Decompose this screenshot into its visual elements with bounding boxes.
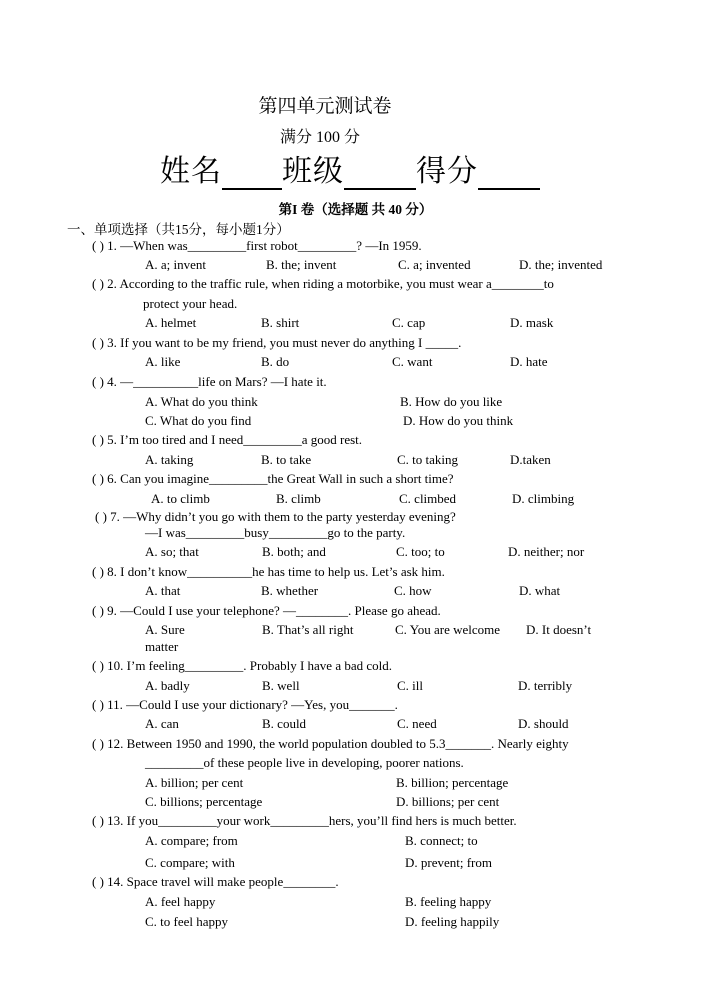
option-a[interactable]: A. Sure xyxy=(145,622,185,637)
option-d[interactable]: D. billions; per cent xyxy=(396,794,500,809)
option-d[interactable]: D. what xyxy=(519,583,561,598)
option-b[interactable]: B. do xyxy=(261,354,290,369)
option-b[interactable]: B. shirt xyxy=(261,315,300,330)
option-c[interactable]: C. need xyxy=(397,716,437,731)
option-a[interactable]: A. can xyxy=(145,716,179,731)
option-a[interactable]: A. What do you think xyxy=(145,394,258,409)
option-d-cont: matter xyxy=(145,639,179,654)
option-a[interactable]: A. a; invent xyxy=(145,257,207,272)
option-c[interactable]: C. cap xyxy=(392,315,426,330)
option-b[interactable]: B. billion; percentage xyxy=(396,775,509,790)
option-c[interactable]: C. What do you find xyxy=(145,413,252,428)
option-c[interactable]: C. ill xyxy=(397,678,424,693)
option-a[interactable]: A. feel happy xyxy=(145,894,216,909)
option-c[interactable]: C. how xyxy=(394,583,432,598)
question-text-cont: —I was_________busy_________go to the party. xyxy=(145,525,406,540)
option-c[interactable]: C. climbed xyxy=(399,491,457,506)
option-a[interactable]: A. so; that xyxy=(145,544,199,559)
student-info-row xyxy=(160,146,540,190)
question-text: ( ) 1. —When was_________first robot_________? —In 1959. xyxy=(92,238,422,253)
question-text: ( ) 4. —__________life on Mars? —I hate it. xyxy=(92,374,327,389)
question-text: ( ) 8. I don’t know__________he has time to help us. Let’s ask him. xyxy=(92,564,445,579)
option-b[interactable]: B. How do you like xyxy=(400,394,503,409)
option-c[interactable]: C. billions; percentage xyxy=(145,794,263,809)
option-d[interactable]: D. It doesn’t xyxy=(526,622,592,637)
score-blank[interactable] xyxy=(478,156,540,190)
option-b[interactable]: B. climb xyxy=(276,491,321,506)
question-text: ( ) 7. —Why didn’t you go with them to the party yesterday evening? xyxy=(95,509,456,524)
option-d[interactable]: D. climbing xyxy=(512,491,575,506)
score-label: 得分 xyxy=(416,155,478,188)
option-d[interactable]: D. prevent; from xyxy=(405,855,493,870)
question-text: ( ) 11. —Could I use your dictionary? —Yes, you_______. xyxy=(92,697,398,712)
option-a[interactable]: A. helmet xyxy=(145,315,197,330)
question-text: ( ) 6. Can you imagine_________the Great Wall in such a short time? xyxy=(92,471,454,486)
question-text-cont: _________of these people live in developing, poorer nations. xyxy=(145,755,464,770)
option-d[interactable]: D. hate xyxy=(510,354,548,369)
option-d[interactable]: D. should xyxy=(518,716,569,731)
option-a[interactable]: A. like xyxy=(145,354,181,369)
option-a[interactable]: A. taking xyxy=(145,452,194,467)
question-text: ( ) 3. If you want to be my friend, you must never do anything I _____. xyxy=(92,335,462,350)
class-blank[interactable] xyxy=(344,156,416,190)
question-text: ( ) 5. I’m too tired and I need_________a good rest. xyxy=(92,432,363,447)
name-label: 姓名 xyxy=(160,155,222,188)
question-text: ( ) 12. Between 1950 and 1990, the world population doubled to 5.3_______. Nearly eighty xyxy=(92,736,569,751)
class-label: 班级 xyxy=(282,155,344,188)
section-heading: 一、单项选择（共15分，每小题1分） xyxy=(67,222,290,237)
option-a[interactable]: A. badly xyxy=(145,678,190,693)
option-d[interactable]: D.taken xyxy=(510,452,551,467)
option-b[interactable]: B. well xyxy=(262,678,300,693)
option-c[interactable]: C. too; to xyxy=(396,544,445,559)
question-text: ( ) 13. If you_________your work_________hers, you’ll find hers is much better. xyxy=(92,813,517,828)
option-b[interactable]: B. connect; to xyxy=(405,833,478,848)
option-a[interactable]: A. to climb xyxy=(151,491,210,506)
option-c[interactable]: C. You are welcome xyxy=(395,622,501,637)
page-title: 第四单元测试卷 xyxy=(258,96,392,117)
full-score: 满分 100 分 xyxy=(279,129,360,146)
option-c[interactable]: C. to taking xyxy=(397,452,459,467)
option-d[interactable]: D. feeling happily xyxy=(405,914,500,929)
option-d[interactable]: D. neither; nor xyxy=(508,544,585,559)
option-c[interactable]: C. want xyxy=(392,354,433,369)
option-d[interactable]: D. How do you think xyxy=(403,413,514,428)
option-b[interactable]: B. whether xyxy=(261,583,319,598)
name-blank[interactable] xyxy=(222,156,282,190)
option-b[interactable]: B. feeling happy xyxy=(405,894,492,909)
option-b[interactable]: B. to take xyxy=(261,452,312,467)
option-a[interactable]: A. billion; per cent xyxy=(145,775,244,790)
option-b[interactable]: B. That’s all right xyxy=(262,622,354,637)
question-text: ( ) 9. —Could I use your telephone? —________. Please go ahead. xyxy=(92,603,441,618)
option-b[interactable]: B. could xyxy=(262,716,307,731)
part-heading: 第I 卷（选择题 共 40 分） xyxy=(278,202,433,217)
option-c[interactable]: C. compare; with xyxy=(145,855,235,870)
option-a[interactable]: A. compare; from xyxy=(145,833,238,848)
option-b[interactable]: B. both; and xyxy=(262,544,326,559)
option-c[interactable]: C. to feel happy xyxy=(145,914,229,929)
option-d[interactable]: D. the; invented xyxy=(519,257,603,272)
option-a[interactable]: A. that xyxy=(145,583,181,598)
option-c[interactable]: C. a; invented xyxy=(398,257,471,272)
question-text: ( ) 10. I’m feeling_________. Probably I have a bad cold. xyxy=(92,658,393,673)
question-text: ( ) 2. According to the traffic rule, when riding a motorbike, you must wear a________to xyxy=(92,276,554,291)
option-d[interactable]: D. mask xyxy=(510,315,554,330)
question-text: ( ) 14. Space travel will make people________. xyxy=(92,874,339,889)
question-text-cont: protect your head. xyxy=(143,296,238,311)
option-d[interactable]: D. terribly xyxy=(518,678,573,693)
option-b[interactable]: B. the; invent xyxy=(266,257,337,272)
